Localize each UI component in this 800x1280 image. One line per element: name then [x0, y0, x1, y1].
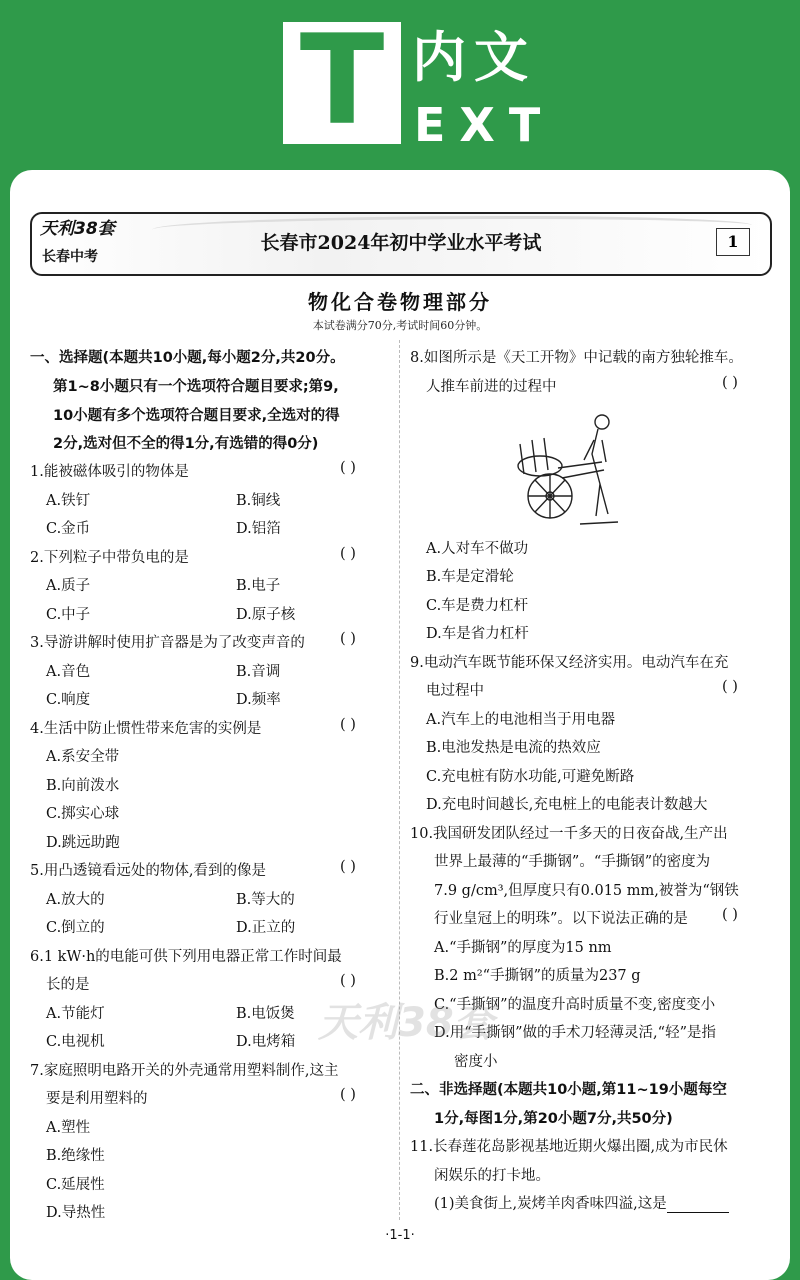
option: B.绝缘性 [46, 1148, 105, 1164]
question-2: 2.下列粒子中带负电的是 [30, 550, 189, 566]
option: D.跳远助跑 [46, 835, 120, 851]
publisher-logo: 天利38套 [40, 219, 115, 239]
answer-paren: ( ) [340, 859, 356, 875]
question-1: 1.能被磁体吸引的物体是 [30, 464, 189, 480]
answer-blank[interactable] [667, 1198, 729, 1213]
question-10-cont: 世界上最薄的“手撕钢”。“手撕钢”的密度为 [434, 854, 711, 870]
option: A.节能灯 [46, 1006, 105, 1022]
option: D.充电时间越长,充电桩上的电能表计数越大 [426, 797, 708, 813]
section-2-heading: 二、非选择题(本题共10小题,第11~19小题每空 [410, 1082, 727, 1098]
option: A.音色 [46, 664, 91, 680]
answer-paren: ( ) [340, 717, 356, 733]
option: D.正立的 [236, 920, 296, 936]
page-footer: ·1-1· [385, 1228, 415, 1243]
question-3: 3.导游讲解时使用扩音器是为了改变声音的 [30, 635, 305, 651]
section-1-note: 2分,选对但不全的得1分,有选错的得0分) [53, 436, 319, 452]
question-9-cont: 电过程中 [426, 683, 484, 699]
paper-number-box: 1 [716, 228, 750, 256]
answer-paren: ( ) [340, 460, 356, 476]
question-6-cont: 长的是 [46, 977, 90, 993]
option: C.“手撕钢”的温度升高时质量不变,密度变小 [434, 997, 716, 1013]
option: A.放大的 [46, 892, 105, 908]
question-8: 8.如图所示是《天工开物》中记载的南方独轮推车。 [410, 350, 743, 366]
section-1-heading: 一、选择题(本题共10小题,每小题2分,共20分。 [30, 350, 345, 366]
option: B.向前泼水 [46, 778, 120, 794]
option: B.电子 [236, 578, 281, 594]
badge-cn-text: 内文 [412, 26, 536, 89]
question-6: 6.1 kW·h的电能可供下列用电器正常工作时间最 [30, 949, 342, 965]
option: C.中子 [46, 607, 91, 623]
question-8-cont: 人推车前进的过程中 [426, 379, 557, 395]
question-9: 9.电动汽车既节能环保又经济实用。电动汽车在充 [410, 655, 729, 671]
option: C.金币 [46, 521, 91, 537]
option: B.电饭煲 [236, 1006, 295, 1022]
answer-paren: ( ) [340, 1087, 356, 1103]
question-11: 11.长春莲花岛影视基地近期火爆出圈,成为市民休 [410, 1139, 728, 1155]
question-11-cont: 闲娱乐的打卡地。 [434, 1168, 550, 1184]
option: A.汽车上的电池相当于用电器 [426, 712, 616, 728]
answer-paren: ( ) [722, 375, 738, 391]
series-label: 长春中考 [42, 249, 98, 265]
option: D.原子核 [236, 607, 296, 623]
badge-letter: T [299, 9, 385, 153]
option: B.铜线 [236, 493, 281, 509]
question-7-cont: 要是利用塑料的 [46, 1091, 148, 1107]
answer-paren: ( ) [340, 973, 356, 989]
option: D.车是省力杠杆 [426, 626, 529, 642]
option: A.铁钉 [46, 493, 91, 509]
option: C.电视机 [46, 1034, 105, 1050]
option: B.车是定滑轮 [426, 569, 514, 585]
option: C.车是费力杠杆 [426, 598, 529, 614]
question-11-part-1-text: (1)美食街上,炭烤羊肉香味四溢,这是 [434, 1196, 667, 1212]
option: D.电烤箱 [236, 1034, 296, 1050]
section-1-note: 10小题有多个选项符合题目要求,全选对的得 [53, 408, 340, 424]
option: B.电池发热是电流的热效应 [426, 740, 601, 756]
question-10-cont: 7.9 g/cm³,但厚度只有0.015 mm,被誉为“钢铁 [434, 883, 739, 899]
option: B.等大的 [236, 892, 295, 908]
answer-paren: ( ) [722, 907, 738, 923]
option: C.充电桩有防水功能,可避免断路 [426, 769, 635, 785]
option: D.导热性 [46, 1205, 106, 1221]
answer-paren: ( ) [340, 631, 356, 647]
badge-en-text: EXT [414, 98, 555, 152]
option-cont: 密度小 [454, 1054, 498, 1070]
option: D.用“手撕钢”做的手术刀轻薄灵活,“轻”是指 [434, 1025, 716, 1041]
section-2-note: 1分,每图1分,第20小题7分,共50分) [434, 1111, 673, 1127]
question-5: 5.用凸透镜看远处的物体,看到的像是 [30, 863, 266, 879]
option: B.2 m²“手撕钢”的质量为237 g [434, 968, 641, 984]
option: C.延展性 [46, 1177, 105, 1193]
section-1-note: 第1~8小题只有一个选项符合题目要求;第9, [53, 379, 339, 395]
option: C.倒立的 [46, 920, 105, 936]
option: B.音调 [236, 664, 281, 680]
question-11-part-1 [434, 1192, 729, 1213]
answer-paren: ( ) [722, 679, 738, 695]
question-7: 7.家庭照明电路开关的外壳通常用塑料制作,这主 [30, 1063, 339, 1079]
question-10-cont: 行业皇冠上的明珠”。以下说法正确的是 [434, 911, 688, 927]
option: D.频率 [236, 692, 281, 708]
watermark: 天利38套 [318, 1000, 494, 1046]
option: A.系安全带 [46, 749, 120, 765]
option: A.质子 [46, 578, 91, 594]
exam-note: 本试卷满分70分,考试时间60分钟。 [312, 319, 488, 332]
question-4: 4.生活中防止惯性带来危害的实例是 [30, 721, 262, 737]
exam-title: 长春市2024年初中学业水平考试 [260, 232, 542, 254]
option: D.铝箔 [236, 521, 281, 537]
option: C.掷实心球 [46, 806, 120, 822]
part-title: 物化合卷物理部分 [308, 290, 492, 314]
question-10: 10.我国研发团队经过一千多天的日夜奋战,生产出 [410, 826, 728, 842]
option: A.“手撕钢”的厚度为15 nm [434, 940, 612, 956]
answer-paren: ( ) [340, 546, 356, 562]
option: A.塑性 [46, 1120, 91, 1136]
option: C.响度 [46, 692, 91, 708]
option: A.人对车不做功 [426, 541, 529, 557]
